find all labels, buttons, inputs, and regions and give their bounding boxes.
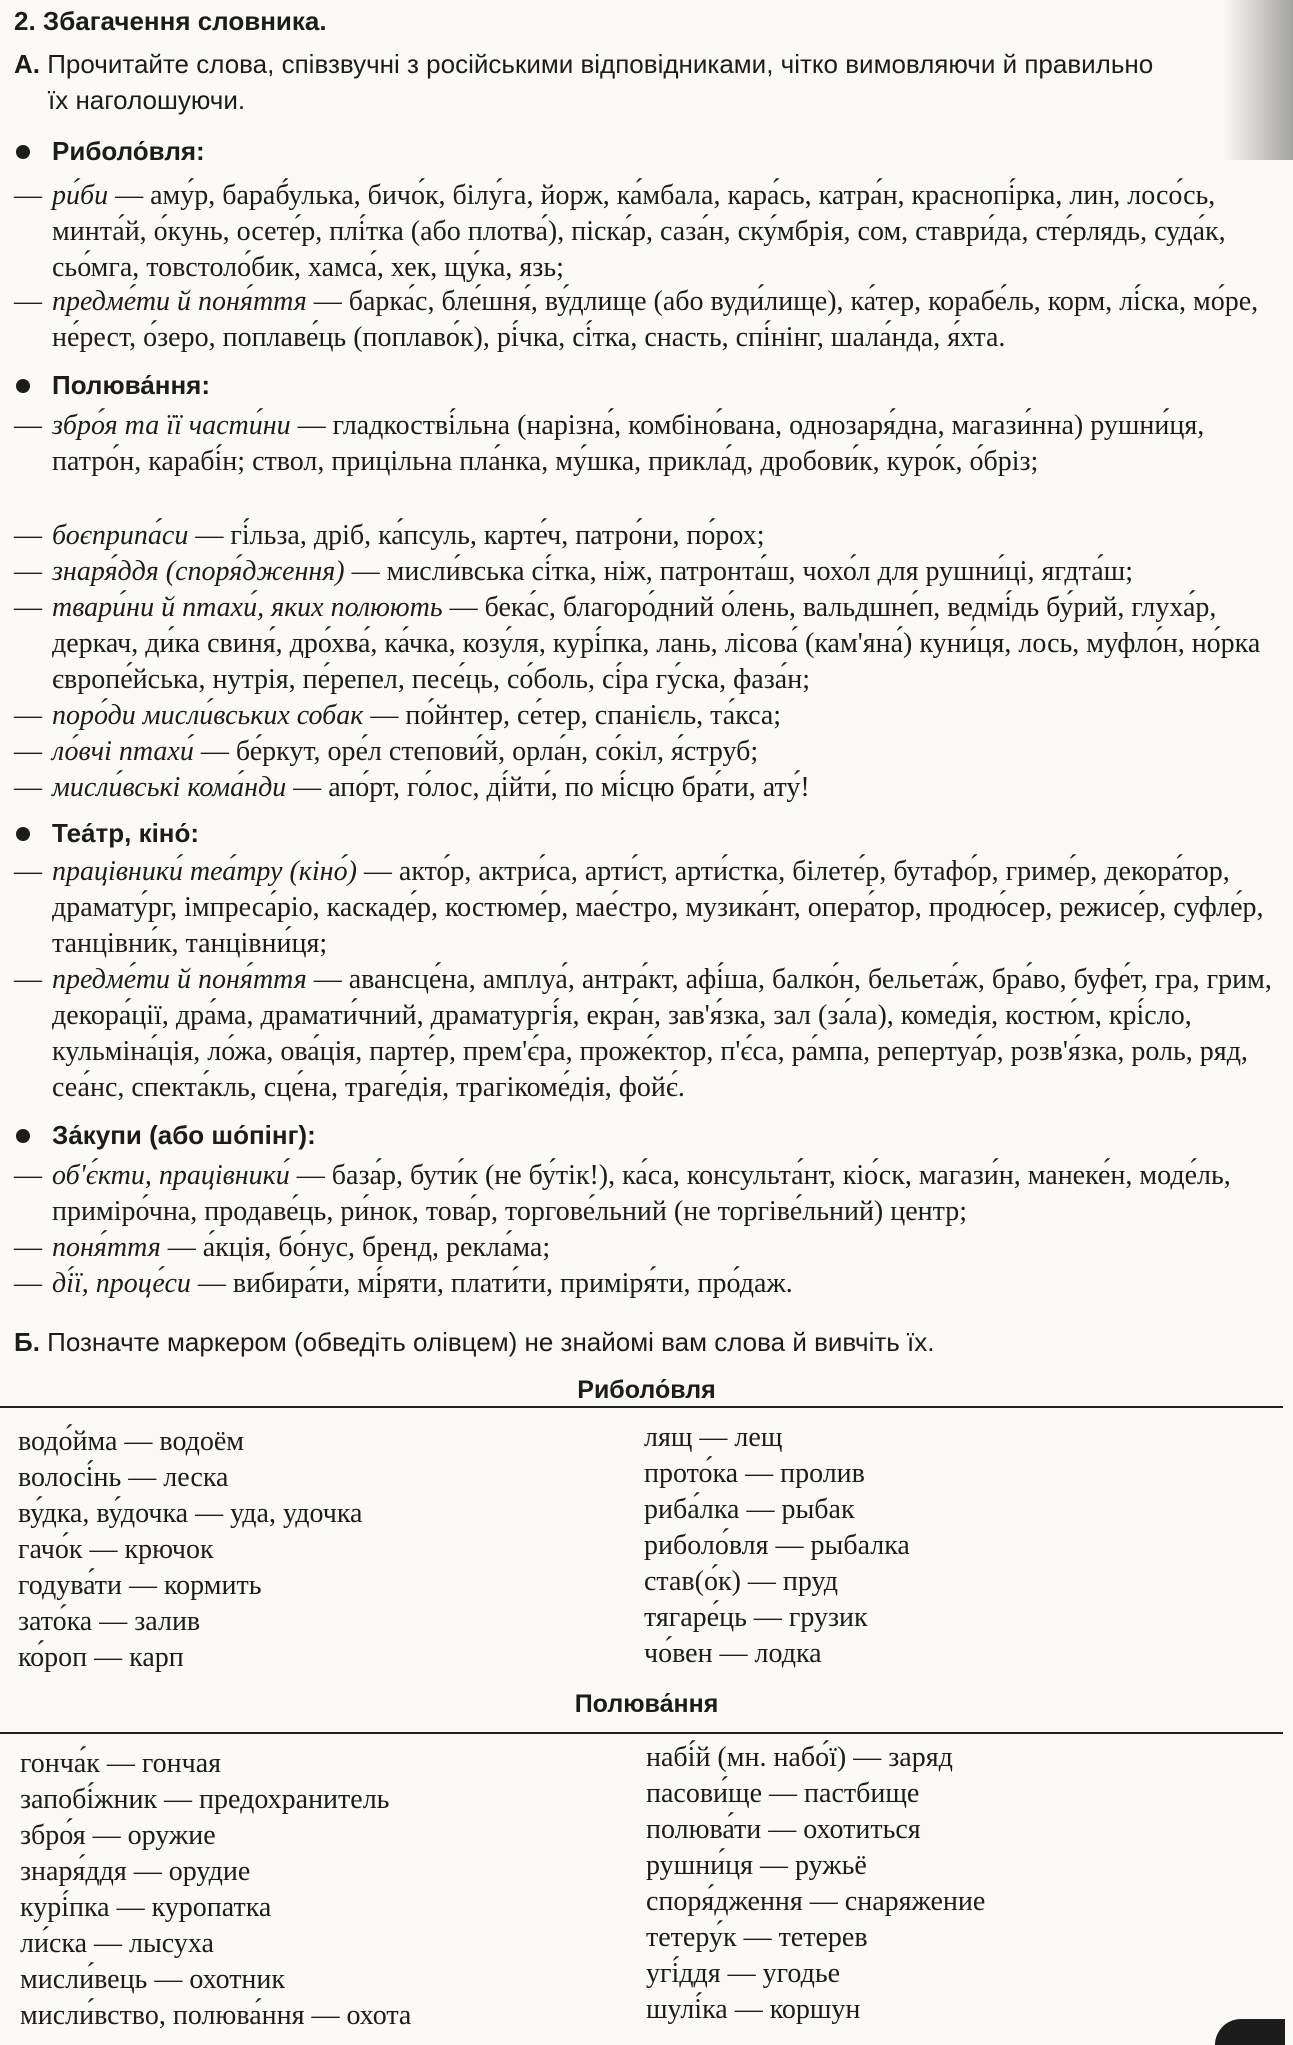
dash-icon: — [14,180,42,211]
glossary-fishing-title: Риболо́вля [577,1376,716,1404]
group-label: предме́ти й поня́ття [52,286,307,317]
glossary-entry: полюва́ти — охотиться [646,1814,921,1845]
dash-icon: — [14,700,42,731]
group-label: поро́ди мисли́вських собак [52,700,364,731]
glossary-entry: годува́ти — кормить [18,1570,262,1601]
vocab-group [14,518,1289,554]
dash-icon: — [14,772,42,803]
glossary-entry: волосі́нь — леска [18,1462,229,1493]
vocab-group [14,178,1289,286]
task-b-marker: Б. [14,1327,40,1357]
group-label: поня́ття [52,1232,161,1263]
topic-title-text: Полюва́ння: [52,370,210,400]
group-text: — мисли́вська сі́тка, ніж, патронта́ш, чохо́л для рушни́ці, ягдта́ш; [344,556,1134,587]
glossary-entry: став(о́к) — пруд [644,1566,839,1597]
glossary-entry: тетеру́к — тетерев [646,1922,868,1953]
dash-icon: — [14,736,42,767]
glossary-entry: набі́й (мн. набо́ї) — заряд [646,1742,953,1773]
glossary-entry: чо́вен — лодка [644,1638,822,1669]
group-label: боєприпа́си [52,520,189,551]
vocab-group [14,770,1289,806]
glossary-entry: прото́ка — пролив [644,1458,865,1489]
glossary-entry: риба́лка — рыбак [644,1494,855,1525]
glossary-fishing-left [18,1424,362,1676]
divider [0,1732,1283,1734]
vocab-group [14,1230,1289,1266]
divider [0,1406,1283,1408]
vocab-group [14,962,1289,1106]
vocab-group [14,1266,1289,1302]
topic-theatre-title [14,818,199,849]
glossary-entry: ко́роп — карп [18,1642,184,1673]
glossary-entry: гачо́к — крючок [18,1534,214,1565]
group-text: — гладкостві́льна (нарізна́, комбіно́вана, однозаря́дна, магази́нна) рушни́ця, патро́н, карабі́н; ствол, прицільна пла́нка, му́шка, прикла́д, дробови́к, куро́к, о́бріз; [52,410,1205,477]
group-label: об'є́кти, працівники́ [52,1160,290,1191]
dash-icon: — [14,1160,42,1191]
dash-icon: — [14,520,42,551]
topic-title-text: Риболо́вля: [52,136,205,166]
vocab-group [14,734,1289,770]
section-title: 2. Збагачення словника. [14,6,327,36]
group-text: — бе́ркут, оре́л степови́й, орла́н, со́кіл, я́струб; [193,736,759,767]
bullet-icon [16,1129,30,1143]
task-a-marker: А. [14,49,40,79]
vocab-group [14,698,1289,734]
glossary-entry: рушни́ця — ружьё [646,1850,867,1881]
group-label: ло́вчі птахи́ [52,736,194,767]
group-label: мисли́вські кома́нди [52,772,287,803]
group-label: ді́ї, проце́си [52,1268,191,1299]
topic-title-text: За́купи (або шо́пінг): [52,1120,316,1150]
page-edge-shadow [1223,0,1293,160]
group-text: — вибира́ти, мі́ряти, плати́ти, приміря́ти, про́даж. [190,1268,793,1299]
glossary-entry: риболо́вля — рыбалка [644,1530,910,1561]
glossary-hunting-left [20,1746,411,2034]
glossary-entry: курі́пка — куропатка [20,1892,272,1923]
vocab-group [14,854,1289,962]
group-text: — гі́льза, дріб, ка́псуль, карте́ч, патро́ни, по́рох; [188,520,765,551]
group-text: — апо́рт, го́лос, ді́йти́, по мі́сцю бра́ти, ату́! [286,772,810,803]
task-b-text: Позначте маркером (обведіть олівцем) не знайомі вам слова й вивчіть їх. [47,1327,935,1357]
vocab-group [14,1158,1289,1230]
group-label: твари́ни й птахи́, яких полюють [52,592,443,623]
group-text: — аму́р, бараб́улька, бичо́к, білу́га, йорж, ка́мбала, кара́сь, катра́н, краснопі́рка, лин, лосо́сь, минта́й, о́кунь, осете́р, плі́тка (або плотва́), піска́р, саза́н, ску́мбрія, сом, ставри́да, сте́рлядь, суда́к, сьо́мга, товстоло́бик, хамса́, хек, щу́ка, язь; [52,180,1226,283]
glossary-entry: гонча́к — гончая [20,1748,222,1779]
glossary-entry: угі́ддя — угодье [646,1958,841,1989]
vocab-group [14,554,1289,590]
dash-icon: — [14,556,42,587]
topic-fishing-title [14,136,205,167]
group-label: працівники́ теа́тру (кіно́) [52,856,357,887]
glossary-entry: ли́ска — лысуха [20,1928,214,1959]
group-label: предме́ти й поня́ття [52,964,307,995]
group-text: — а́кція, бо́нус, бренд, рекла́ма; [160,1232,551,1263]
group-text: — авансце́на, амплуа́, антра́кт, афі́ша, балко́н, бельета́ж, бра́во, буфе́т, гра, грим, декора́ції, дра́ма, драмати́чний, драматургі́я, екра́н, зав'я́зка, зал (за́ла), комедія, костю́м, крі́сло, кульміна́ція, ло́жа, ова́ція, парте́р, прем'є́ра, проже́ктор, п'є́са, ра́мпа, репертуа́р, розв'я́зка, роль, ряд, сеа́нс, спекта́кль, сце́на, траге́дія, трагікоме́дія, фойє́. [52,964,1272,1103]
task-b [14,1324,1274,1360]
glossary-entry: запобі́жник — предохранитель [20,1784,390,1815]
glossary-hunting-right [646,1740,985,2028]
group-text: — барка́с, бле́шня́, ву́длище (або вуди́лище), ка́тер, корабе́ль, корм, лі́ска, мо́ре, не́рест, о́зеро, поплаве́ць (поплаво́к), рі́чка, сі́тка, снасть, спі́нінг, шала́нда, я́хта. [52,286,1259,353]
group-label: знаря́ддя (споря́дження) [52,556,345,587]
task-a [14,46,1254,118]
glossary-hunting-title: Полюва́ння [574,1690,719,1718]
dash-icon: — [14,1268,42,1299]
dash-icon: — [14,964,42,995]
glossary-entry: мисли́вство, полюва́ння — охота [20,2000,412,2031]
topic-shopping-title [14,1120,316,1151]
glossary-entry: збро́я — оружие [20,1820,216,1851]
dash-icon: — [14,1232,42,1263]
glossary-entry: пасови́ще — пастбище [646,1778,920,1809]
glossary-entry: водо́йма — водоём [18,1426,245,1457]
bullet-icon [16,145,30,159]
topic-title-text: Теа́тр, кіно́: [52,818,200,848]
vocab-group [14,284,1289,356]
task-a-line2: їх наголошуючи. [48,85,246,115]
topic-hunting-title [14,370,210,401]
group-label: збро́я та її части́ни [52,410,291,441]
glossary-entry: знаря́ддя — орудие [20,1856,251,1887]
glossary-entry: споря́дження — снаряжение [646,1886,986,1917]
dash-icon: — [14,410,42,441]
glossary-entry: мисли́вець — охотник [20,1964,286,1995]
page-corner-mark [1215,2019,1285,2045]
group-text: — по́йнтер, се́тер, спанієль, та́кса; [363,700,782,731]
glossary-entry: лящ — лещ [644,1422,783,1453]
group-label: ри́би [52,180,109,211]
group-text: — бека́с, благоро́дний о́лень, вальдшне́п, ведмі́дь бу́рий, глуха́р, деркач, ди́ка свиня́, дро́хва́, ка́чка, козу́ля, курі́пка, лань, лісова́ (кам'яна́) куни́ця, лось, муфло́н, но́рка європе́йська, нутрія, пе́репел, песе́ць, со́боль, сі́ра гу́ска, фаза́н; [52,592,1261,695]
glossary-entry: зато́ка — залив [18,1606,201,1637]
group-text: — акто́р, актри́са, арти́ст, арти́стка, білете́р, бутафо́р, гриме́р, декора́тор, драмату́рг, імпреса́ріо, каскаде́р, костюме́р, мае́стро, музика́нт, опера́тор, продю́сер, режисе́р, суфле́р, танцівни́к, танцівни́ця; [52,856,1264,959]
bullet-icon [16,827,30,841]
task-a-line1: Прочитайте слова, співзвучні з російськими відповідниками, чітко вимовляючи й правильно [47,49,1154,79]
vocab-group [14,590,1289,698]
glossary-entry: ву́дка, ву́дочка — уда, удочка [18,1498,363,1529]
vocab-group [14,408,1289,480]
glossary-fishing-right [644,1420,910,1672]
group-text: — база́р, бути́к (не бу́тік!), ка́са, консульта́нт, кіо́ск, магази́н, манеке́н, моде́ль, приміро́чна, продаве́ць, ри́нок, това́р, торгове́льний (не торгіве́льний) центр; [52,1160,1231,1227]
bullet-icon [16,379,30,393]
dash-icon: — [14,286,42,317]
dash-icon: — [14,592,42,623]
glossary-entry: шулі́ка — коршун [646,1994,861,2025]
dash-icon: — [14,856,42,887]
glossary-entry: тягаре́ць — грузик [644,1602,868,1633]
